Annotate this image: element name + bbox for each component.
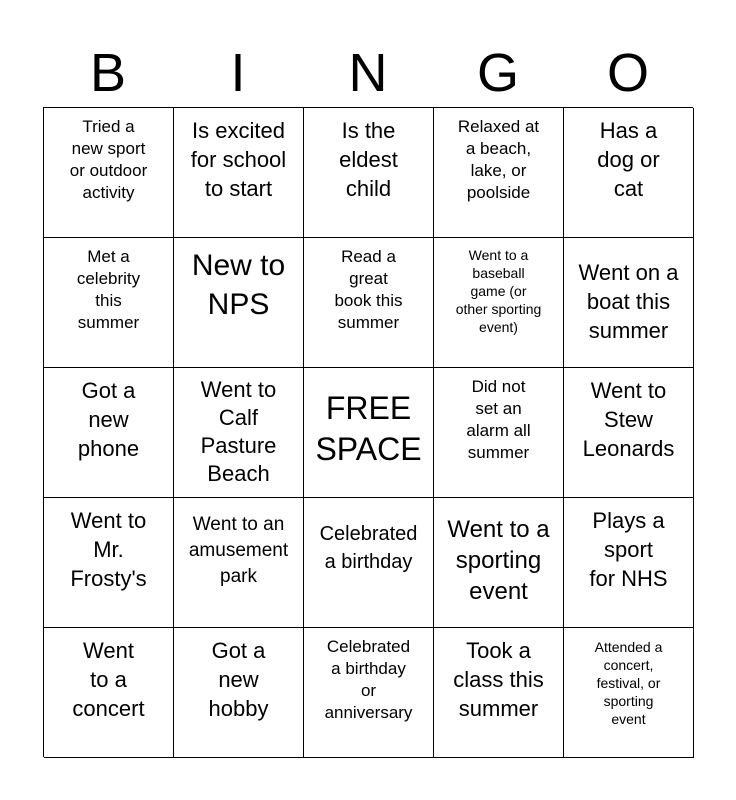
cell-text: FREE SPACE (315, 390, 422, 467)
cell-text: Went to a sporting event (447, 516, 550, 605)
bingo-cell-r2c3[interactable] (304, 238, 434, 368)
bingo-cell-r2c4[interactable] (434, 238, 564, 368)
cell-text: Went to a concert (72, 638, 145, 721)
cell-text: Went to Mr. Frosty's (70, 508, 147, 591)
cell-text: Got a new hobby (208, 638, 269, 721)
bingo-cell-r5c1[interactable] (44, 628, 174, 758)
cell-text: Went to Calf Pasture Beach (200, 377, 277, 486)
cell-text: Has a dog or cat (597, 118, 660, 201)
bingo-cell-r4c5[interactable] (564, 498, 694, 628)
bingo-cell-r4c2[interactable] (174, 498, 304, 628)
bingo-cell-r5c4[interactable] (434, 628, 564, 758)
header-letter-b: B (89, 43, 127, 103)
cell-text: Plays a sport for NHS (589, 508, 668, 591)
cell-text: Relaxed at a beach, lake, or poolside (457, 117, 540, 202)
bingo-cell-r5c5[interactable] (564, 628, 694, 758)
bingo-header (43, 38, 693, 108)
bingo-cell-r2c5[interactable] (564, 238, 694, 368)
header-letter-n: N (348, 43, 388, 103)
bingo-cell-r5c3[interactable] (304, 628, 434, 758)
bingo-cell-r1c5[interactable] (564, 108, 694, 238)
cell-text: Took a class this summer (453, 638, 544, 721)
cell-text: Got a new phone (77, 378, 140, 461)
bingo-cell-r3c4[interactable] (434, 368, 564, 498)
bingo-cell-r2c1[interactable] (44, 238, 174, 368)
bingo-cell-r1c4[interactable] (434, 108, 564, 238)
cell-text: Is excited for school to start (190, 118, 287, 201)
bingo-cell-r5c2[interactable] (174, 628, 304, 758)
bingo-board (43, 107, 693, 757)
cell-text: Attended a concert, festival, or sporting event (594, 639, 663, 727)
cell-text: Met a celebrity this summer (76, 247, 141, 332)
bingo-cell-r1c3[interactable] (304, 108, 434, 238)
bingo-cell-r4c1[interactable] (44, 498, 174, 628)
bingo-cell-r1c2[interactable] (174, 108, 304, 238)
bingo-cell-r1c1[interactable] (44, 108, 174, 238)
cell-text: Read a great book this summer (334, 247, 403, 332)
bingo-cell-r2c2[interactable] (174, 238, 304, 368)
bingo-cell-r3c2[interactable] (174, 368, 304, 498)
cell-text: Is the eldest child (339, 118, 398, 201)
bingo-cell-r3c1[interactable] (44, 368, 174, 498)
cell-text: Went to an amusement park (188, 514, 289, 587)
cell-text: Went to a baseball game (or other sporting event) (455, 247, 542, 335)
cell-text: Celebrated a birthday (319, 523, 418, 573)
cell-text: Went on a boat this summer (578, 260, 679, 343)
cell-text: Celebrated a birthday or anniversary (324, 637, 413, 722)
header-letter-o: O (606, 43, 649, 103)
cell-text: Did not set an alarm all summer (466, 377, 531, 462)
header-letter-i: I (230, 43, 246, 103)
cell-text: Went to Stew Leonards (582, 378, 675, 461)
bingo-cell-r4c3[interactable] (304, 498, 434, 628)
bingo-cell-r3c5[interactable] (564, 368, 694, 498)
bingo-cell-r4c4[interactable] (434, 498, 564, 628)
bingo-cell-free-space[interactable] (304, 368, 434, 498)
header-letter-g: G (476, 43, 519, 103)
cell-text: New to NPS (191, 249, 286, 321)
cell-text: Tried a new sport or outdoor activity (69, 117, 148, 202)
